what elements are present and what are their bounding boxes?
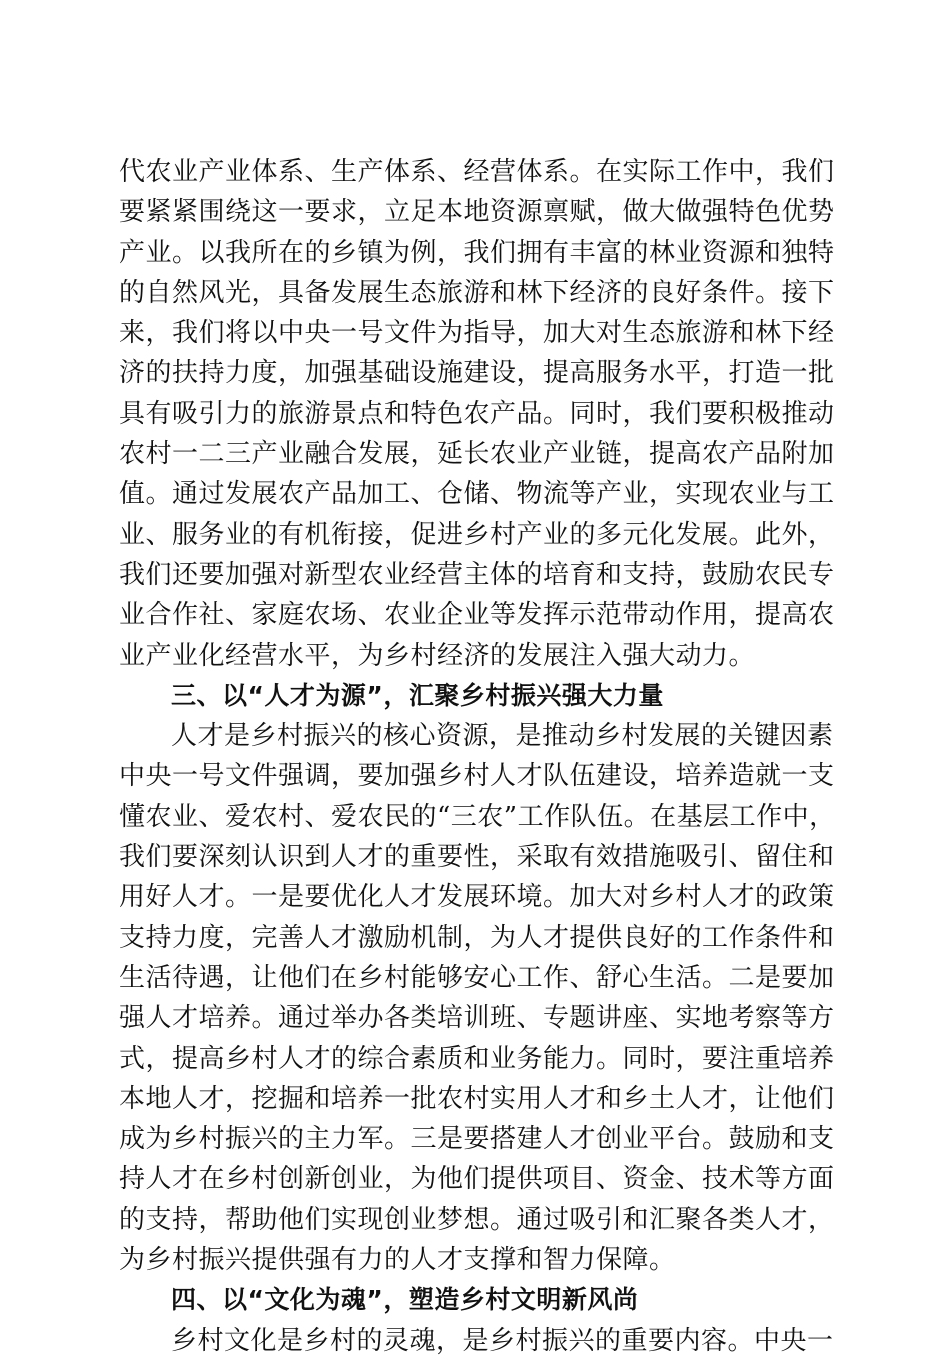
paragraph-line: 我们还要加强对新型农业经营主体的培育和支持，鼓励农民专 (119, 559, 835, 590)
paragraph-line: 式，提高乡村人才的综合素质和业务能力。同时，要注重培养 (119, 1043, 835, 1074)
paragraph-line: 要紧紧围绕这一要求，立足本地资源禀赋，做大做强特色优势 (119, 197, 835, 228)
section-heading-three: 三、以“人才为源”，汇聚乡村振兴强大力量 (171, 680, 664, 710)
paragraph-line: 为乡村振兴提供强有力的人才支撑和智力保障。 (119, 1245, 676, 1276)
paragraph-line: 强人才培养。通过举办各类培训班、专题讲座、实地考察等方 (119, 1003, 835, 1034)
paragraph-line: 业产业化经营水平，为乡村经济的发展注入强大动力。 (119, 640, 756, 671)
paragraph-line: 济的扶持力度，加强基础设施建设，提高服务水平，打造一批 (119, 358, 835, 389)
paragraph-line: 中央一号文件强调，要加强乡村人才队伍建设，培养造就一支 (119, 761, 835, 792)
paragraph-line: 支持力度，完善人才激励机制，为人才提供良好的工作条件和 (119, 922, 835, 953)
paragraph-line: 来，我们将以中央一号文件为指导，加大对生态旅游和林下经 (119, 318, 835, 349)
paragraph-line: 农村一二三产业融合发展，延长农业产业链，提高农产品附加 (119, 439, 835, 470)
paragraph-line: 值。通过发展农产品加工、仓储、物流等产业，实现农业与工 (119, 479, 835, 510)
paragraph-line: 具有吸引力的旅游景点和特色农产品。同时，我们要积极推动 (119, 398, 835, 429)
document-body (119, 152, 836, 1361)
paragraph-line: 人才是乡村振兴的核心资源，是推动乡村发展的关键因素 (171, 721, 834, 752)
paragraph-line: 我们要深刻认识到人才的重要性，采取有效措施吸引、留住和 (119, 842, 835, 873)
paragraph-line: 产业。以我所在的乡镇为例，我们拥有丰富的林业资源和独特 (119, 237, 835, 268)
paragraph-line: 业合作社、家庭农场、农业企业等发挥示范带动作用，提高农 (119, 600, 835, 631)
paragraph-line: 业、服务业的有机衔接，促进乡村产业的多元化发展。此外， (119, 519, 835, 550)
paragraph-line: 用好人才。一是要优化人才发展环境。加大对乡村人才的政策 (119, 882, 835, 913)
paragraph-line: 生活待遇，让他们在乡村能够安心工作、舒心生活。二是要加 (119, 962, 835, 993)
paragraph-line: 的自然风光，具备发展生态旅游和林下经济的良好条件。接下 (119, 277, 835, 308)
paragraph-line: 本地人才，挖掘和培养一批农村实用人才和乡土人才，让他们 (119, 1083, 835, 1114)
section-heading-four: 四、以“文化为魂”，塑造乡村文明新风尚 (171, 1285, 639, 1315)
paragraph-line: 持人才在乡村创新创业，为他们提供项目、资金、技术等方面 (119, 1164, 835, 1195)
paragraph-line: 代农业产业体系、生产体系、经营体系。在实际工作中，我们 (119, 157, 835, 187)
paragraph-line: 乡村文化是乡村的灵魂，是乡村振兴的重要内容。中央一 (171, 1325, 834, 1356)
paragraph-line: 懂农业、爱农村、爱农民的“三农”工作队伍。在基层工作中， (119, 801, 836, 832)
paragraph-line: 的支持，帮助他们实现创业梦想。通过吸引和汇聚各类人才， (119, 1204, 835, 1235)
paragraph-line: 成为乡村振兴的主力军。三是要搭建人才创业平台。鼓励和支 (119, 1124, 835, 1155)
